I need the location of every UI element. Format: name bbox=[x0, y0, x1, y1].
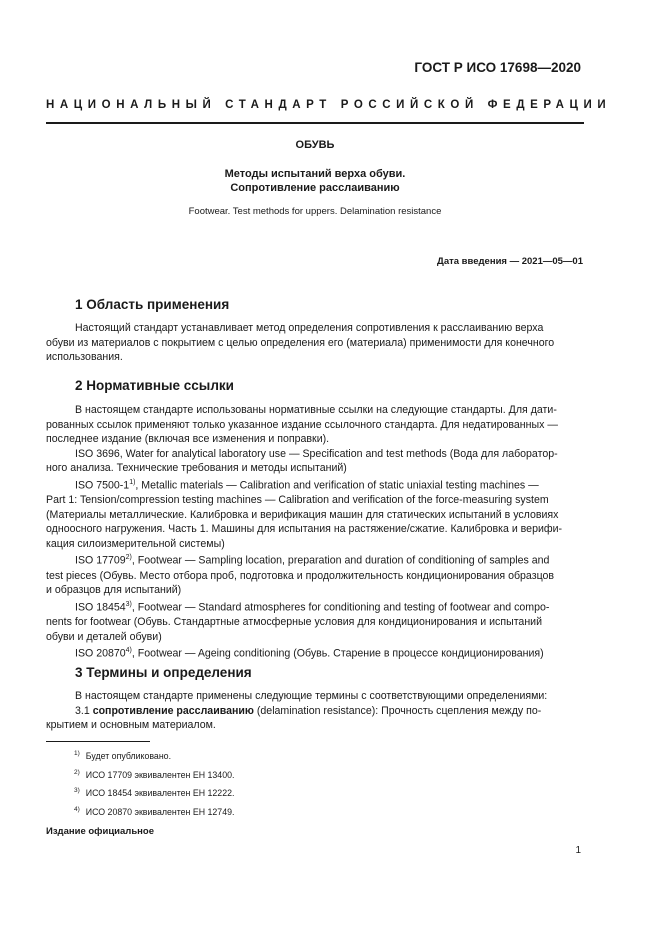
reference-line: nents for footwear (Обувь. Стандартные атмосферные условия для кондиционирования и испытаний bbox=[46, 615, 543, 628]
header-divider bbox=[46, 122, 584, 124]
text-line: рованных ссылок применяют только указанное издание ссылочного стандарта. Для недатированных — bbox=[46, 418, 558, 431]
term-name: сопротивление расслаиванию bbox=[92, 704, 254, 717]
footnote-text: ИСО 17709 эквивалентен ЕН 13400. bbox=[85, 769, 235, 780]
reference-line: одноосного нагружения. Часть 1. Машины для испытания на растяжение/сжатие. Калибровка и верифи- bbox=[46, 523, 563, 536]
footnote-mark: 1) bbox=[129, 478, 136, 486]
reference-id: ISO 18454 bbox=[75, 601, 126, 614]
text-line: В настоящем стандарте использованы нормативные ссылки на следующие стандарты. Для дати- bbox=[75, 404, 557, 416]
footnote bbox=[74, 746, 234, 765]
reference-text: , Footwear — Standard atmospheres for conditioning and testing of footwear and compo- bbox=[131, 601, 550, 614]
reference-text: , Footwear — Ageing conditioning (Обувь. Старение в процессе кондиционирования) bbox=[131, 647, 544, 660]
section-2-text bbox=[46, 403, 584, 661]
term-number: 3.1 bbox=[75, 704, 90, 717]
document-subtitle bbox=[46, 167, 584, 195]
term-line: крытием и основным материалом. bbox=[46, 719, 216, 732]
reference-line: и образцов для испытаний) bbox=[46, 584, 182, 597]
section-1-text bbox=[46, 321, 584, 365]
reference-line: ного анализа. Технические требования и методы испытаний) bbox=[46, 462, 347, 475]
term-definition: (delamination resistance): Прочность сцепления между по- bbox=[253, 704, 542, 717]
reference-line: обуви и деталей обуви) bbox=[46, 630, 162, 643]
reference-id: ISO 20870 bbox=[75, 647, 126, 660]
document-title: ОБУВЬ bbox=[295, 139, 335, 151]
national-standard-banner: НАЦИОНАЛЬНЫЙ СТАНДАРТ РОССИЙСКОЙ ФЕДЕРАЦИИ bbox=[46, 99, 612, 111]
reference-line: Part 1: Tension/compression testing machines — Calibration and verification of the force-measuring system bbox=[46, 494, 549, 507]
footnote-mark: 3) bbox=[74, 787, 80, 795]
footnote bbox=[74, 765, 234, 784]
reference-text: , Metallic materials — Calibration and verification of static uniaxial testing machines — bbox=[135, 479, 539, 492]
text-line: Настоящий стандарт устанавливает метод определения сопротивления к расслаиванию верха bbox=[75, 322, 544, 334]
footnote-mark: 1) bbox=[74, 750, 80, 757]
reference-line: (Материалы металлические. Калибровка и верификация машин для статических испытаний в условиях bbox=[46, 508, 559, 521]
reference-line bbox=[46, 598, 584, 615]
reference-line: ISO 3696, Water for analytical laboratory use — Specification and test methods (Вода для лаборатор- bbox=[75, 447, 558, 460]
section-3-heading: 3 Термины и определения bbox=[75, 665, 252, 680]
term-line bbox=[46, 704, 584, 719]
section-1-heading: 1 Область применения bbox=[75, 297, 230, 312]
subtitle-line-1: Методы испытаний верха обуви. bbox=[224, 168, 406, 180]
footnote-mark: 4) bbox=[74, 805, 80, 813]
text-line: обуви из материалов с покрытием с целью определения его (материала) применимости для конечного bbox=[46, 336, 555, 349]
standard-id: ГОСТ Р ИСО 17698—2020 bbox=[414, 60, 581, 75]
reference-text: , Footwear — Sampling location, preparation and duration of conditioning of samples and bbox=[131, 555, 550, 567]
subtitle-line-2: Сопротивление расслаиванию bbox=[230, 182, 400, 194]
reference-line bbox=[46, 644, 584, 661]
footnote-mark: 4) bbox=[125, 647, 132, 655]
reference-id: ISO 7500-1 bbox=[75, 479, 130, 492]
footnote bbox=[74, 783, 234, 802]
text-line: последнее издание (включая все изменения и поправки). bbox=[46, 433, 330, 446]
footnotes bbox=[74, 746, 234, 820]
page-number: 1 bbox=[575, 845, 581, 856]
section-3-text bbox=[46, 689, 584, 733]
english-title: Footwear. Test methods for uppers. Delamination resistance bbox=[188, 206, 442, 217]
footnote-mark: 2) bbox=[125, 554, 132, 562]
reference-line bbox=[46, 551, 584, 568]
introduction-date: Дата введения — 2021—05—01 bbox=[437, 256, 583, 267]
reference-id: ISO 17709 bbox=[75, 555, 126, 567]
official-edition-label: Издание официальное bbox=[46, 826, 154, 837]
footnote bbox=[74, 802, 234, 821]
footnote-mark: 3) bbox=[125, 600, 132, 608]
reference-line bbox=[46, 476, 584, 493]
footnote-text: ИСО 18454 эквивалентен ЕН 12222. bbox=[85, 787, 235, 798]
section-2-heading: 2 Нормативные ссылки bbox=[75, 378, 234, 393]
reference-line: кация силоизмерительной системы) bbox=[46, 537, 225, 550]
footnote-text: ИСО 20870 эквивалентен ЕН 12749. bbox=[85, 806, 235, 817]
reference-line: test pieces (Обувь. Место отбора проб, подготовка и продолжительность кондиционирования образцов bbox=[46, 569, 555, 582]
footnote-text: Будет опубликовано. bbox=[85, 750, 172, 761]
footnote-divider bbox=[46, 741, 150, 742]
text-line: В настоящем стандарте применены следующие термины с соответствующими определениями: bbox=[75, 690, 548, 702]
footnote-mark: 2) bbox=[74, 768, 80, 776]
text-line: использования. bbox=[46, 351, 123, 364]
